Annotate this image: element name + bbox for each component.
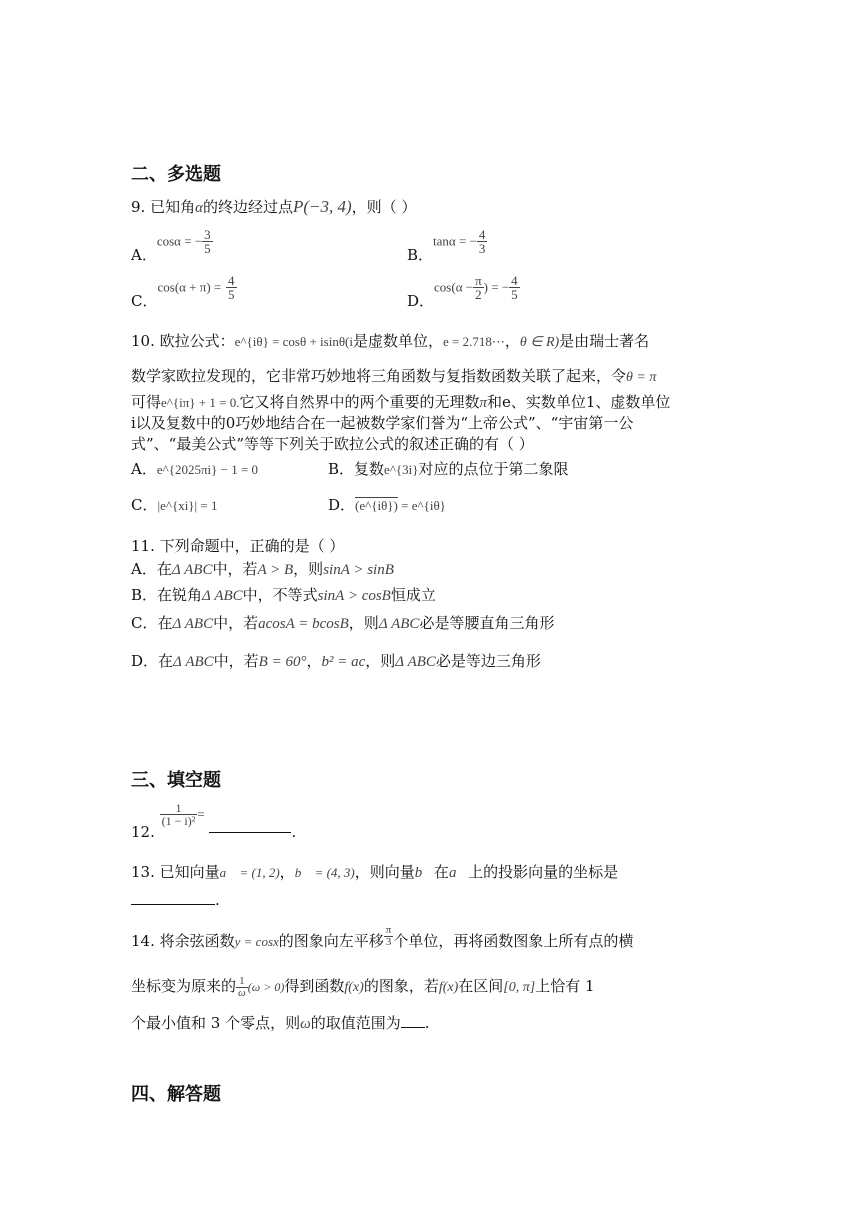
q13-end: . — [215, 891, 220, 909]
q12-answer-blank[interactable] — [209, 818, 291, 833]
q9-d-two: 2 — [473, 287, 484, 301]
q14-line2-text-b: 得到函数 — [284, 977, 345, 995]
q11-d-t6: ，则 — [365, 652, 396, 670]
q12-label: 12. — [131, 822, 155, 841]
q10-text-c: ， — [504, 332, 520, 350]
q11-a-m3: A > B — [257, 562, 294, 578]
q11-option-d — [131, 650, 541, 671]
q11-d-m3: B = 60° — [258, 654, 307, 670]
q14-cos-func: y = cosx — [234, 934, 279, 949]
q14-line3-text: 个最小值和 3 个零点，则 — [131, 1014, 301, 1032]
q12 — [131, 801, 297, 841]
q13-vec-a: a⃗ = (1, 2) — [219, 865, 280, 880]
q14-three: 3 — [384, 936, 394, 948]
q10-option-c — [131, 494, 217, 515]
q11-b-t0: B．在锐角 — [131, 586, 203, 604]
q11-b-t4: 恒成立 — [390, 586, 436, 604]
q11-c-t0: C．在 — [131, 614, 173, 632]
q10-b-text-b: 对应的点位于第二象限 — [418, 460, 569, 478]
q11-stem: 11. 下列命题中，正确的是（ ） — [131, 537, 345, 555]
q13-text-d: 上的投影向量的坐标是 — [468, 863, 619, 881]
q13-text-c: 在 — [433, 863, 449, 881]
q11-c-t2: 中，若 — [213, 614, 259, 632]
q12-den: (1 − i)² — [161, 814, 196, 828]
q10-a-label: A． — [131, 460, 157, 478]
q14-line2-text-e: 上恰有 1 — [535, 977, 595, 995]
q9-option-c — [131, 273, 237, 310]
q11-option-a — [131, 558, 394, 579]
q9-d-expr-a: cos(α − — [434, 279, 474, 295]
q14-line2-text: 坐标变为原来的 — [131, 977, 237, 995]
q9-b-den: 3 — [478, 241, 486, 256]
q10-identity: e^{iπ} + 1 = 0. — [161, 395, 240, 410]
q9-b-label: B． — [407, 245, 434, 264]
q9-stem — [131, 196, 416, 217]
section-heading-multi: 二、多选题 — [131, 164, 221, 185]
q14-one: 1 — [239, 974, 245, 987]
q10-d-expr: = e^{iθ} — [397, 498, 446, 513]
q10-b-label: B． — [328, 460, 355, 478]
q9-c-num: 4 — [228, 273, 235, 288]
q14-fx-2: f(x) — [438, 980, 459, 995]
q10-e-value: e = 2.718⋯ — [443, 334, 505, 349]
q13-text: 13. 已知向量 — [131, 863, 220, 881]
q14-interval: [0, π] — [503, 980, 536, 995]
q14-line2-text-c: 的图象，若 — [363, 977, 439, 995]
q14-line-2 — [131, 975, 595, 999]
q10-c-label: C． — [131, 496, 158, 514]
q10-a-expr: e^{2025πi} − 1 = 0 — [156, 462, 259, 477]
q9-c-expr: cos(α + π) = — [157, 279, 222, 295]
q14-fx: f(x) — [344, 980, 364, 995]
q10-text: 10. 欧拉公式： — [131, 332, 235, 350]
q9-d-pi: π — [475, 273, 482, 288]
q11-a-m5: sinA > sinB — [323, 562, 394, 578]
q9-stem-text-b: 的终边经过点 — [202, 198, 293, 216]
q10-b-text: 复数 — [354, 460, 385, 478]
q11-a-m1: Δ ABC — [171, 562, 213, 578]
q9-a-num: 3 — [204, 227, 211, 242]
q11-c-m5: Δ ABC — [378, 616, 420, 632]
q9-c-label: C． — [131, 291, 158, 310]
q14-omega: ω — [238, 986, 246, 999]
q14-text: 14. 将余弦函数 — [131, 932, 235, 950]
q9-stem-text: 9. 已知角 — [131, 198, 196, 216]
q14-text-b: 的图象向左平移 — [278, 932, 384, 950]
q9-d-num: 4 — [511, 273, 518, 288]
q9-option-d — [407, 273, 520, 310]
q13-b-vec: b⃗ — [414, 865, 434, 881]
q10-line-2 — [131, 365, 656, 386]
q14-line3-omega: ω — [300, 1016, 311, 1032]
q11-c-m1: Δ ABC — [172, 616, 214, 632]
q9-c-den: 5 — [228, 287, 235, 302]
q11-a-t4: ，则 — [293, 560, 324, 578]
q10-option-d — [328, 494, 446, 515]
q10-line3-text-b: 它又将自然界中的两个重要的无理数 — [239, 393, 480, 411]
q13-answer-blank[interactable] — [131, 890, 215, 905]
q11-d-m7: Δ ABC — [395, 654, 436, 670]
section-heading-fill: 三、填空题 — [131, 770, 221, 791]
q11-b-t2: 中，不等式 — [242, 586, 318, 604]
q11-b-m1: Δ ABC — [202, 588, 243, 604]
q11-d-t8: 必是等边三角形 — [435, 652, 541, 670]
q10-line2-text: 数学家欧拉发现的，它非常巧妙地将三角函数与复指数函数关联了起来，令 — [131, 367, 627, 385]
q12-eq: = — [197, 806, 205, 822]
q10-theta-pi: θ = π — [626, 370, 657, 385]
q12-num: 1 — [175, 801, 182, 815]
q13-a-vec: a⃗ — [448, 865, 469, 881]
q9-d-expr-b: ) = − — [483, 279, 510, 295]
q11-c-t6: 必是等腰直角三角形 — [419, 614, 555, 632]
q9-d-den: 5 — [511, 287, 518, 302]
q11-a-t0: A．在 — [131, 560, 172, 578]
q13-line-1 — [131, 861, 618, 882]
q10-option-b — [328, 458, 569, 479]
q10-line-1 — [131, 330, 649, 351]
q10-option-a — [131, 458, 258, 479]
q10-line-3 — [131, 391, 670, 412]
q11-option-b — [131, 584, 436, 605]
q9-option-b — [407, 227, 487, 264]
q13-comma: ， — [279, 863, 295, 881]
q9-a-den: 5 — [204, 241, 211, 256]
q10-line3-text-c: 和e、实数单位1、虚数单位 — [487, 393, 671, 411]
q10-b-expr: e^{3i} — [384, 462, 419, 477]
q10-theta-domain: θ ∈ R) — [519, 335, 560, 350]
q10-text-b: 是虚数单位， — [352, 332, 443, 350]
q11-a-t2: 中，若 — [212, 560, 258, 578]
q9-point: P(−3, 4) — [292, 197, 352, 216]
q10-text-d: 是由瑞士著名 — [559, 332, 650, 350]
q11-c-t4: ，则 — [348, 614, 379, 632]
q9-b-expr: tanα = − — [433, 233, 477, 249]
q10-line-5: 式”、“最美公式”等等下列关于欧拉公式的叙述正确的有（ ） — [131, 435, 534, 453]
q14-text-c: 个单位，再将函数图象上所有点的横 — [393, 932, 634, 950]
q10-line-4: i以及复数中的0巧妙地结合在一起被数学家们誉为“上帝公式”、“宇宙第一公 — [131, 414, 634, 432]
q14-answer-blank[interactable] — [401, 1013, 425, 1028]
section-heading-answer: 四、解答题 — [131, 1084, 221, 1105]
q13-line-2 — [131, 890, 220, 909]
q11-option-c — [131, 612, 554, 633]
q11-d-t2: 中，若 — [213, 652, 259, 670]
q9-alpha: α — [195, 200, 203, 216]
q9-stem-text-c: ，则（ ） — [351, 198, 417, 216]
q14-line-3 — [131, 1012, 429, 1033]
q9-b-num: 4 — [478, 227, 486, 242]
q10-formula: e^{iθ} = cosθ + isinθ(i — [234, 334, 353, 349]
q13-vec-b: b⃗ = (4, 3) — [294, 865, 355, 880]
q10-line3-text: 可得 — [131, 393, 162, 411]
q11-b-m3: sinA > cosB — [317, 588, 391, 604]
q10-d-label: D． — [328, 496, 356, 514]
q11-d-m1: Δ ABC — [173, 654, 214, 670]
q9-a-expr: cosα = − — [156, 233, 203, 249]
q13-text-b: ，则向量 — [354, 863, 415, 881]
q9-a-label: A． — [131, 245, 157, 264]
q10-c-expr: |e^{xi}| = 1 — [157, 498, 218, 513]
q10-pi: π — [479, 395, 487, 411]
q11-d-t0: D．在 — [131, 652, 174, 670]
q9-option-a — [131, 227, 213, 264]
q14-pi: π — [385, 923, 392, 936]
q14-omega-cond: (ω > 0) — [247, 980, 285, 994]
q12-end: . — [291, 822, 297, 841]
q11-c-m3: acosA = bcosB — [258, 616, 349, 632]
q11-d-m5: b² = ac — [321, 654, 366, 670]
q11-d-t4: ， — [306, 652, 322, 670]
q9-d-label: D． — [407, 291, 435, 310]
q14-line-1 — [131, 923, 634, 954]
q14-line2-text-d: 在区间 — [458, 977, 504, 995]
q10-d-conjugate: (e^{iθ}) — [355, 498, 398, 513]
q14-end: . — [424, 1014, 430, 1032]
q14-line3-text-b: 的取值范围为 — [310, 1014, 401, 1032]
